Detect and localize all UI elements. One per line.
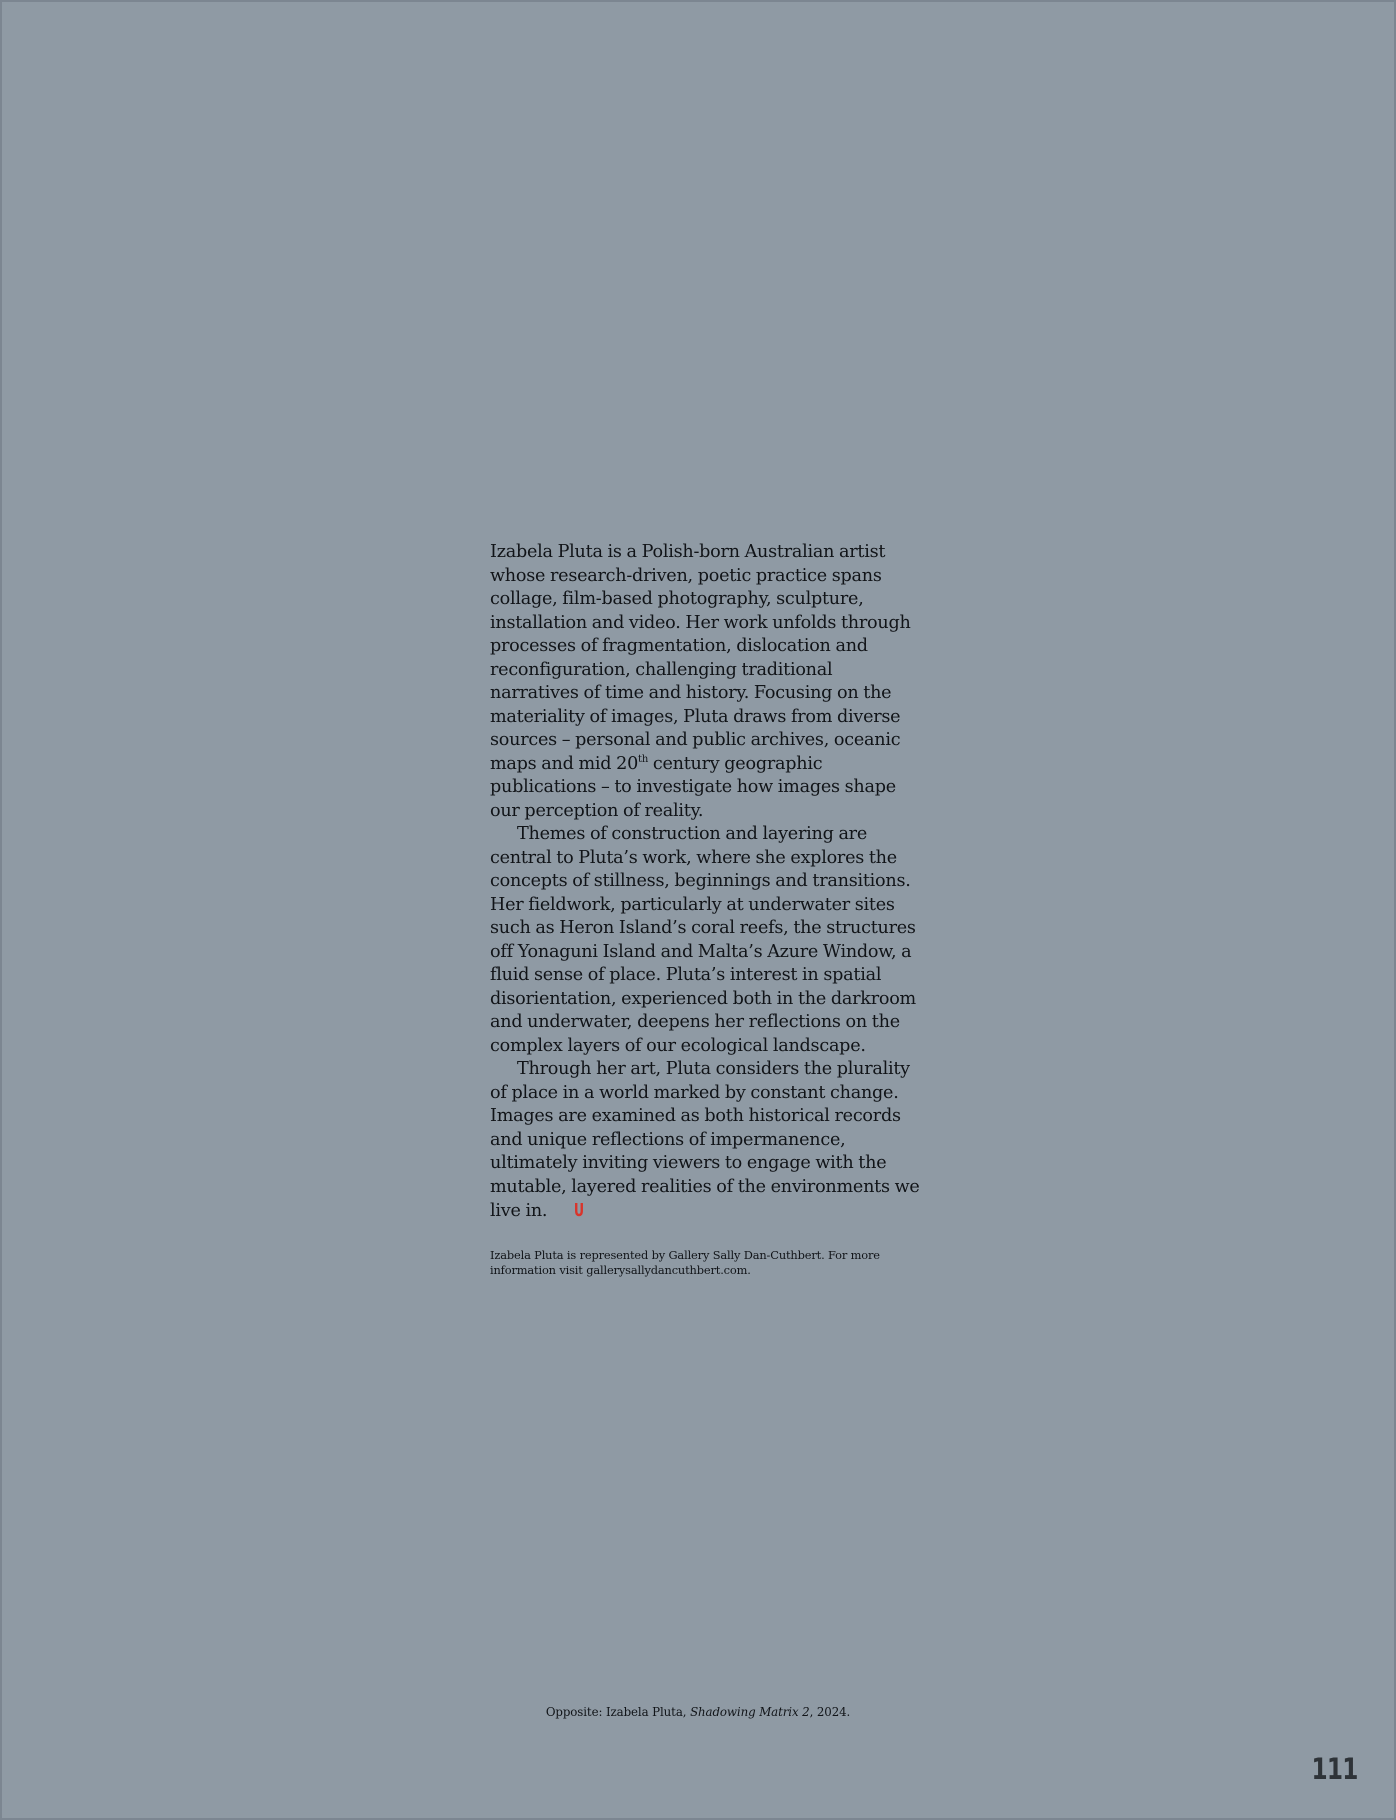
paragraph-1-text-continued: century geographic publications – to investigate how images shape our perception of reality. <box>490 753 896 821</box>
paragraph-1 <box>490 541 922 823</box>
image-caption <box>0 1705 1396 1719</box>
paragraph-1-text: Izabela Pluta is a Polish-born Australian artist whose research-driven, poetic practice spans collage, film-based photography, sculpture, installation and video. Her work unfolds through processes of fragmentation, dislocation and reconfiguration, challenging traditional narratives of time and history. Focusing on the materiality of images, Pluta draws from diverse sources – personal and public archives, oceanic maps and mid 20 <box>490 542 911 774</box>
end-mark-icon: U <box>573 1200 585 1221</box>
paragraph-3-text: Through her art, Pluta considers the plurality of place in a world marked by constant change. Images are examined as both historical records and unique reflections of impermanence, ultimately inviting viewers to engage with the mutable, layered realities of the environments we live in. <box>490 1059 920 1221</box>
page-number: 111 <box>1311 1752 1358 1786</box>
caption-suffix: , 2024. <box>809 1705 851 1719</box>
ordinal-superscript: th <box>638 753 649 765</box>
paragraph-3 <box>490 1058 922 1224</box>
article <box>490 541 922 1289</box>
caption-prefix: Opposite: Izabela Pluta, <box>545 1705 691 1719</box>
paragraph-2: Themes of construction and layering are central to Pluta’s work, where she explores the concepts of stillness, beginnings and transitions. Her fieldwork, particularly at underwater sites such as Heron Island’s coral reefs, the structures off Yonaguni Island and Malta’s Azure Window, a fluid sense of place. Pluta’s interest in spatial disorientation, experienced both in the darkroom and underwater, deepens her reflections on the complex layers of our ecological landscape. <box>490 824 916 1056</box>
article-body <box>490 541 922 1224</box>
gallery-note: Izabela Pluta is represented by Gallery Sally Dan-Cuthbert. For more information visit gallerysallydancuthbert.com. <box>490 1247 880 1277</box>
caption-artwork-title: Shadowing Matrix 2 <box>690 1705 810 1719</box>
